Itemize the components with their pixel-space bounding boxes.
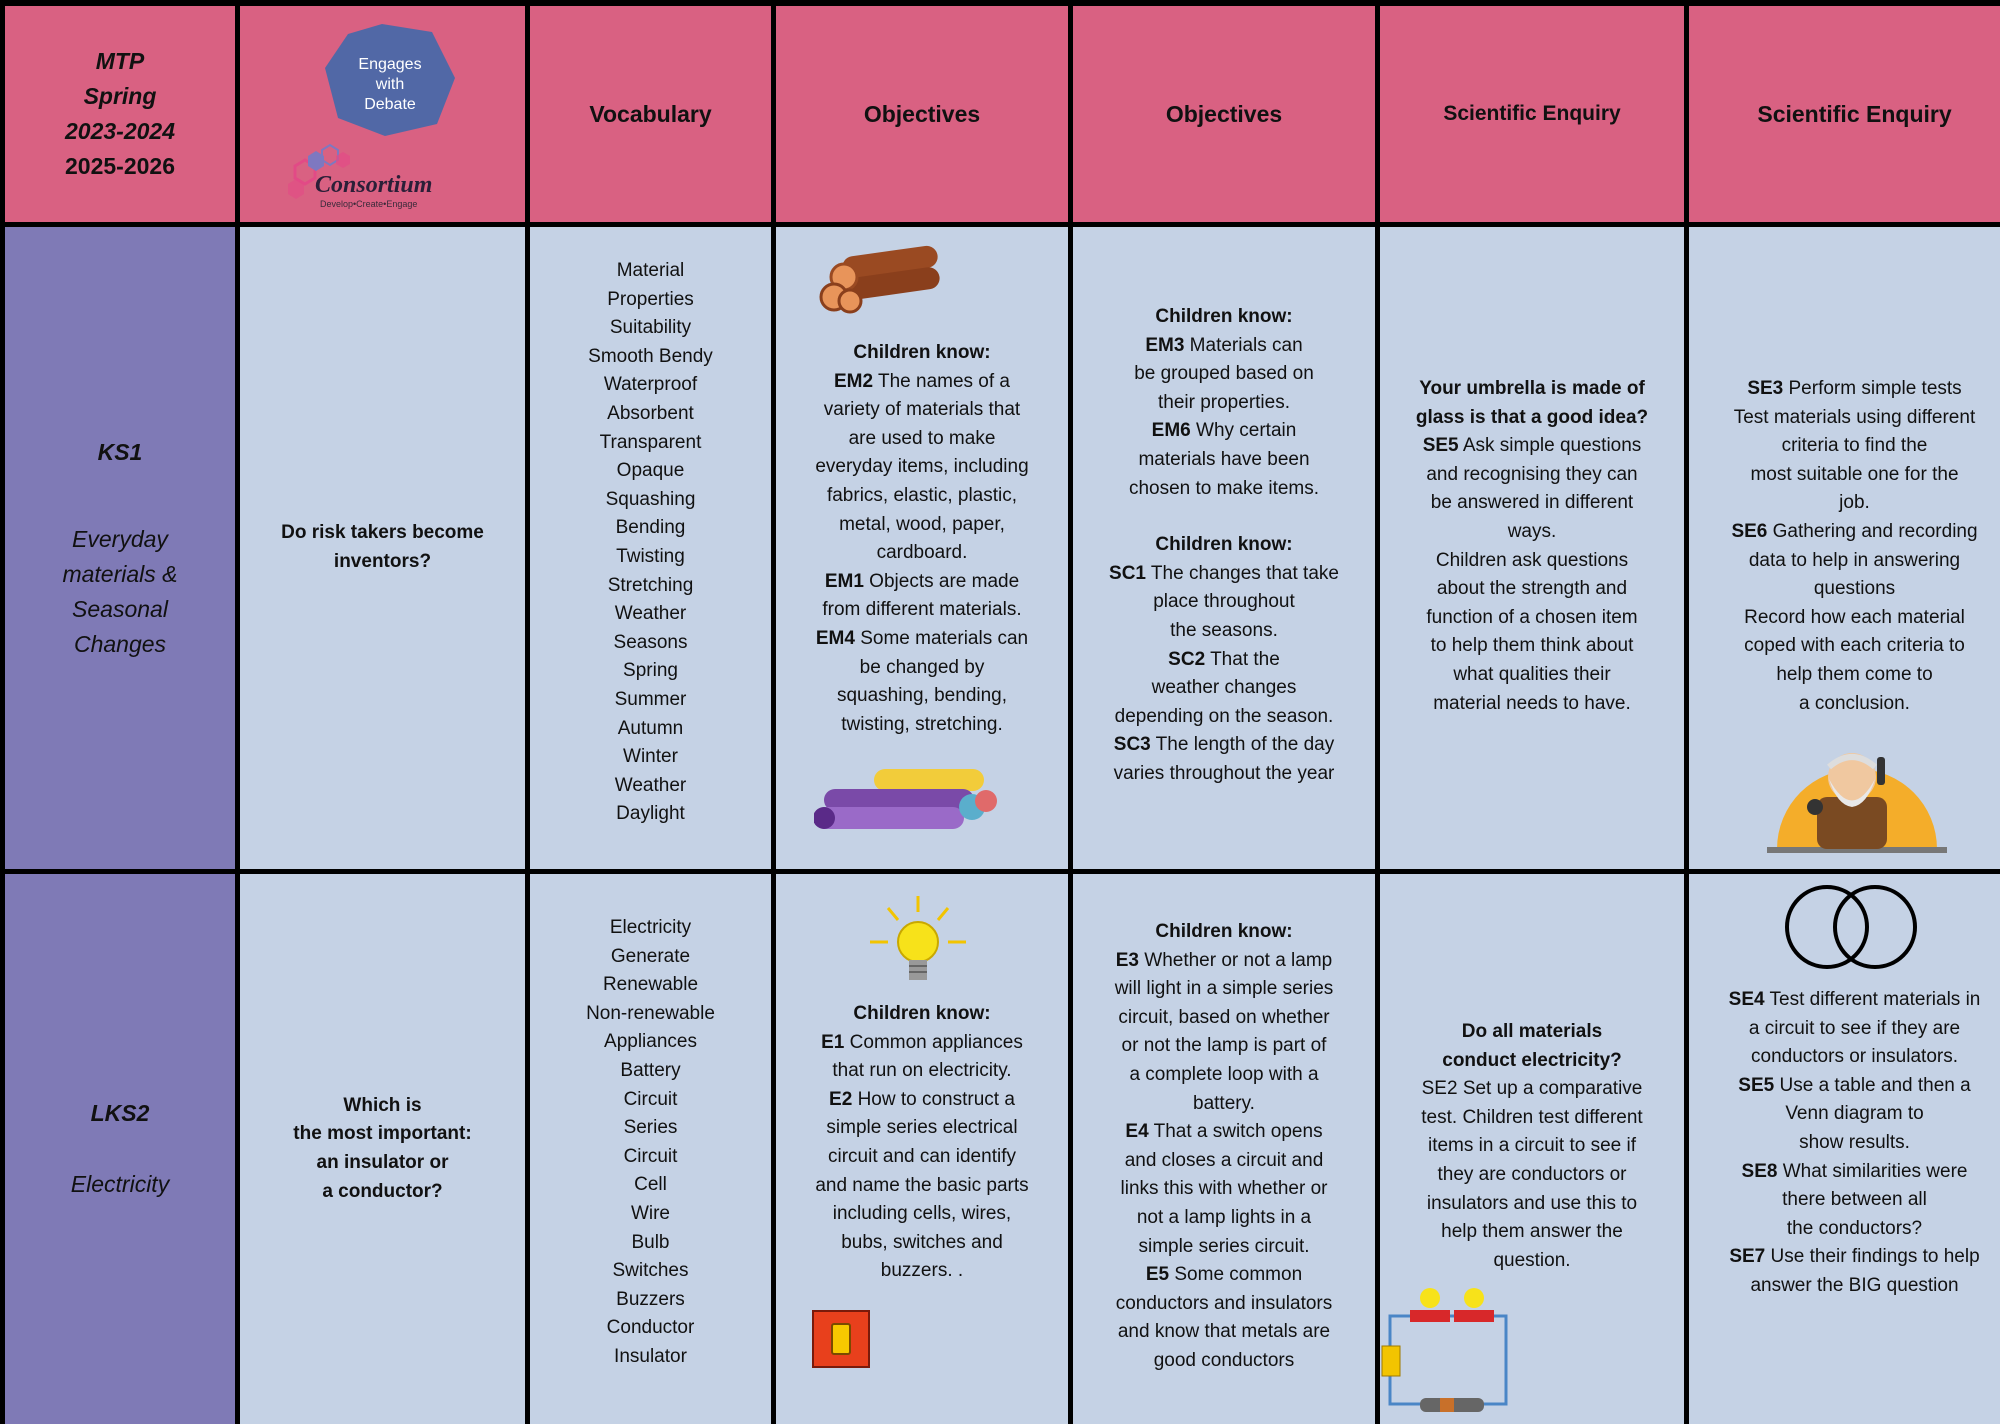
objective-code: SC1	[1109, 562, 1146, 584]
vocabulary-word: Series	[623, 1117, 678, 1139]
question-line: Do risk takers become	[281, 522, 484, 544]
objective-code: EM3	[1145, 334, 1185, 356]
logo-brand: Consortium	[315, 172, 433, 198]
vocabulary-word: Circuit	[623, 1088, 678, 1110]
enquiry-list	[1729, 986, 1981, 1301]
ks1-stage-cell	[5, 227, 235, 869]
objective-code: SE7	[1729, 1246, 1766, 1268]
objective-code: E1	[821, 1031, 845, 1053]
objective-code: EM6	[1151, 420, 1191, 442]
term-label: Spring	[83, 83, 157, 109]
vocabulary-word: Autumn	[617, 717, 684, 739]
objective-code: E4	[1125, 1121, 1149, 1143]
header-title: Scientific Enquiry	[1443, 102, 1621, 125]
stage-label: LKS2	[90, 1100, 150, 1126]
objective-heading: Children know:	[1155, 534, 1293, 556]
objective-line: materials have been	[1138, 448, 1310, 470]
ks1-scientific-enquiry-1	[1380, 227, 1684, 869]
objective-line: are used to make	[848, 427, 996, 449]
stage-label: KS1	[97, 438, 143, 465]
objective-line: SE5 Ask simple questions	[1422, 435, 1642, 457]
enquiry-list	[1731, 375, 1977, 718]
question-line: Which is	[343, 1094, 422, 1116]
vocabulary-word: Winter	[623, 746, 678, 768]
vocabulary-word: Daylight	[616, 803, 685, 825]
objective-line: to help them think about	[1430, 635, 1634, 657]
objective-line: help them come to	[1776, 663, 1933, 685]
objective-line: SE6 Gathering and recording	[1731, 520, 1978, 542]
objective-line: SE7 Use their findings to help	[1729, 1246, 1980, 1268]
objective-line: Venn diagram to	[1785, 1103, 1924, 1125]
objective-line: E1 Common appliances	[821, 1031, 1023, 1053]
header-title: Objectives	[863, 100, 981, 127]
objective-line: be grouped based on	[1134, 363, 1314, 385]
objective-line: questions	[1813, 578, 1896, 600]
objective-line: depending on the season.	[1114, 705, 1334, 727]
objective-line: a conclusion.	[1799, 692, 1910, 714]
vocabulary-word: Material	[616, 260, 685, 281]
objective-line: links this with whether or	[1120, 1178, 1328, 1200]
enquiry-question: Your umbrella is made of	[1419, 378, 1645, 399]
objective-line: conductors or insulators.	[1751, 1046, 1958, 1068]
lks2-scientific-enquiry-2	[1689, 874, 2000, 1424]
vocabulary-word: Conductor	[606, 1317, 695, 1339]
inventor-icon	[1767, 727, 1947, 857]
objective-line: chosen to make items.	[1128, 477, 1320, 499]
objective-line: or not the lamp is part of	[1121, 1035, 1327, 1057]
objective-line: Children ask questions	[1435, 549, 1629, 571]
header-title: Vocabulary	[589, 100, 712, 127]
objective-line: fabrics, elastic, plastic,	[826, 484, 1018, 506]
objective-line: EM4 Some materials can	[815, 627, 1029, 649]
objective-code: EM4	[815, 627, 855, 649]
logo-text-2: with	[375, 76, 405, 93]
vocabulary-word: Cell	[634, 1174, 667, 1196]
ks1-scientific-enquiry-2	[1689, 227, 2000, 869]
enquiry-line: SE2 Set up a comparative	[1421, 1078, 1643, 1100]
objective-line: EM6 Why certain	[1151, 420, 1297, 442]
vocabulary-word: Battery	[620, 1059, 681, 1081]
objective-line: data to help in answering	[1748, 549, 1961, 571]
objective-line: Record how each material	[1744, 606, 1965, 628]
objective-line: not a lamp lights in a	[1136, 1206, 1312, 1228]
vocabulary-word: Opaque	[616, 460, 685, 482]
objective-line: simple series circuit.	[1138, 1235, 1310, 1257]
objective-line: be changed by	[859, 656, 985, 678]
vocabulary-word: Absorbent	[607, 402, 694, 424]
vocabulary-word: Renewable	[602, 974, 699, 996]
objective-line: SE5 Use a table and then a	[1738, 1074, 1971, 1096]
switch-icon	[812, 1310, 870, 1368]
venn-diagram-icon	[1781, 882, 1921, 972]
objective-line: and recognising they can	[1426, 463, 1638, 485]
vocabulary-word: Suitability	[609, 317, 692, 339]
topic-line: Changes	[73, 630, 167, 657]
objective-line: E5 Some common	[1145, 1264, 1303, 1286]
vocabulary-word: Wire	[630, 1202, 671, 1224]
lks2-scientific-enquiry-1	[1380, 874, 1684, 1424]
objective-line: the seasons.	[1170, 619, 1278, 641]
objective-line: be answered in different	[1430, 492, 1634, 514]
fabric-rolls-icon	[814, 767, 1014, 837]
ks1-vocabulary	[530, 227, 771, 869]
objective-line: E3 Whether or not a lamp	[1115, 949, 1333, 971]
header-title: Objectives	[1165, 100, 1283, 127]
ks1-objectives-1	[776, 227, 1068, 869]
objective-line: what qualities their	[1453, 663, 1611, 685]
vocabulary-word: Properties	[607, 288, 694, 310]
ks1-big-question	[240, 227, 525, 869]
topic-line: Seasonal	[72, 595, 168, 622]
objective-line: ways.	[1507, 520, 1557, 542]
objective-line: show results.	[1799, 1131, 1910, 1153]
enquiry-line: they are conductors or	[1437, 1163, 1627, 1185]
logo-text-3: Debate	[364, 96, 416, 113]
objective-line: EM1 Objects are made	[824, 570, 1020, 592]
objective-line: metal, wood, paper,	[839, 513, 1005, 535]
objective-code: EM1	[824, 570, 864, 592]
enquiry-question: glass is that a good idea?	[1415, 406, 1649, 428]
question-line: the most important:	[293, 1123, 472, 1145]
ks1-objectives-2	[1073, 227, 1375, 869]
enquiry-question: conduct electricity?	[1442, 1049, 1622, 1071]
objective-line: SE4 Test different materials in	[1728, 989, 1981, 1010]
objective-line: function of a chosen item	[1426, 606, 1638, 628]
year-label-2: 2025-2026	[65, 153, 175, 179]
objective-line: varies throughout the year	[1113, 762, 1335, 784]
vocabulary-word: Smooth Bendy	[588, 345, 713, 367]
header-scientific-enquiry-1	[1380, 6, 1684, 222]
vocabulary-word: Bulb	[631, 1231, 670, 1253]
objective-code: E3	[1115, 949, 1139, 971]
header-objectives-2	[1073, 6, 1375, 222]
header-vocabulary	[530, 6, 771, 222]
enquiry-list	[1416, 375, 1648, 718]
vocabulary-word: Bending	[615, 517, 686, 539]
logs-icon	[814, 243, 948, 317]
objective-line: and name the basic parts	[815, 1174, 1029, 1196]
logo-tagline: Develop•Create•Engage	[320, 199, 418, 209]
year-label: 2023-2024	[65, 118, 175, 144]
vocabulary-word: Generate	[610, 945, 691, 967]
objective-line: that run on electricity.	[832, 1060, 1012, 1082]
vocabulary-word: Squashing	[605, 488, 696, 510]
objective-code: EM2	[833, 370, 874, 392]
objective-code: E5	[1145, 1264, 1170, 1286]
objective-code: SE3	[1747, 378, 1784, 399]
circuit-icon	[1380, 1274, 1520, 1414]
mtp-label: MTP	[95, 48, 145, 74]
objective-code: E2	[829, 1088, 853, 1110]
header-objectives-1	[776, 6, 1068, 222]
vocabulary-word: Spring	[623, 660, 678, 682]
objective-line: including cells, wires,	[832, 1203, 1012, 1225]
objective-line: answer the BIG question	[1750, 1274, 1959, 1296]
objective-line: twisting, stretching.	[841, 713, 1003, 735]
vocabulary-list	[588, 257, 713, 829]
objective-line: SE8 What similarities were	[1741, 1160, 1968, 1182]
vocabulary-word: Summer	[614, 688, 687, 710]
objective-line: variety of materials that	[823, 399, 1021, 421]
objective-heading: Children know:	[1155, 921, 1293, 942]
vocabulary-word: Weather	[614, 603, 687, 625]
objective-line: coped with each criteria to	[1744, 635, 1965, 657]
objective-code: SE4	[1728, 989, 1765, 1010]
objective-line: and know that metals are	[1117, 1321, 1331, 1343]
vocabulary-word: Circuit	[623, 1145, 678, 1167]
lks2-vocabulary	[530, 874, 771, 1424]
objective-line: from different materials.	[822, 599, 1022, 621]
objective-line: SC2 That the	[1168, 648, 1280, 670]
vocabulary-word: Seasons	[613, 631, 688, 653]
objective-line: criteria to find the	[1781, 435, 1928, 457]
objective-line: battery.	[1193, 1092, 1255, 1114]
objective-line: conductors and insulators	[1115, 1292, 1333, 1314]
objective-line: their properties.	[1157, 391, 1290, 413]
vocabulary-list	[586, 914, 715, 1372]
objective-code: SE5	[1738, 1074, 1775, 1096]
objective-line: simple series electrical	[826, 1117, 1018, 1139]
vocabulary-word: Insulator	[614, 1345, 687, 1367]
enquiry-list	[1421, 1018, 1642, 1275]
objective-line: will light in a simple series	[1114, 978, 1334, 1000]
objective-line: EM3 Materials can	[1145, 334, 1303, 356]
objective-code: SC3	[1113, 734, 1151, 756]
topic-line: materials &	[62, 560, 178, 587]
objective-line: good conductors	[1153, 1349, 1295, 1371]
topic-line: Electricity	[70, 1171, 170, 1197]
objective-line: buzzers. .	[880, 1260, 964, 1282]
objective-code: SE5	[1422, 435, 1459, 457]
vocabulary-word: Weather	[614, 774, 687, 796]
vocabulary-word: Switches	[612, 1260, 689, 1282]
mtp-header-cell	[5, 6, 235, 222]
objective-line: job.	[1839, 492, 1870, 514]
objective-code: SE6	[1731, 520, 1768, 542]
objective-line: squashing, bending,	[836, 685, 1008, 707]
vocabulary-word: Stretching	[607, 574, 694, 596]
objective-line: E2 How to construct a	[829, 1088, 1015, 1110]
header-title: Scientific Enquiry	[1757, 100, 1952, 127]
vocabulary-word: Electricity	[609, 917, 692, 938]
logo-text-1: Engages	[358, 56, 422, 73]
lks2-stage-cell	[5, 874, 235, 1424]
enquiry-line: items in a circuit to see if	[1427, 1135, 1637, 1157]
question-line: a conductor?	[322, 1180, 443, 1202]
logo-cell	[240, 6, 525, 222]
vocabulary-word: Buzzers	[616, 1288, 685, 1310]
enquiry-line: question.	[1493, 1249, 1571, 1271]
enquiry-line: help them answer the	[1441, 1221, 1623, 1243]
vocabulary-word: Non-renewable	[586, 1002, 715, 1024]
objective-line: SE3 Perform simple tests	[1747, 378, 1962, 399]
question-line: inventors?	[333, 551, 432, 572]
objective-line: the conductors?	[1786, 1217, 1923, 1239]
objective-line: and closes a circuit and	[1124, 1149, 1324, 1171]
objective-line: SC1 The changes that take	[1109, 562, 1339, 584]
enquiry-line: insulators and use this to	[1426, 1192, 1638, 1214]
objective-heading: Children know:	[853, 342, 991, 363]
topic-line: Everyday	[72, 525, 168, 552]
vocabulary-word: Waterproof	[603, 374, 698, 396]
objective-line: cardboard.	[876, 542, 968, 564]
objective-line: place throughout	[1153, 591, 1295, 613]
objective-heading: Children know:	[853, 1003, 991, 1024]
vocabulary-word: Transparent	[599, 431, 702, 453]
objective-line: there between all	[1782, 1189, 1927, 1211]
objective-line: circuit and can identify	[827, 1145, 1016, 1167]
objective-line: circuit, based on whether	[1118, 1006, 1330, 1028]
objective-line: most suitable one for the	[1750, 463, 1959, 485]
objective-line: material needs to have.	[1433, 692, 1631, 714]
objective-line: E4 That a switch opens	[1125, 1121, 1323, 1143]
objective-line: about the strength and	[1436, 578, 1628, 600]
objective-line: bubs, switches and	[841, 1231, 1003, 1253]
objectives-list	[815, 339, 1028, 739]
objectives-list	[1109, 303, 1339, 789]
consortium-logo	[240, 6, 525, 222]
objective-line: everyday items, including	[815, 456, 1029, 478]
light-bulb-icon	[868, 894, 968, 994]
objective-code: SE8	[1741, 1160, 1778, 1182]
objectives-list	[1115, 918, 1334, 1376]
enquiry-question: Do all materials	[1461, 1021, 1603, 1042]
objective-line: Test materials using different	[1733, 406, 1976, 428]
lks2-objectives-2	[1073, 874, 1375, 1424]
objective-heading: Children know:	[1155, 306, 1293, 327]
lks2-objectives-1	[776, 874, 1068, 1424]
objective-line: EM2 The names of a	[833, 370, 1010, 392]
objective-line: a complete loop with a	[1129, 1063, 1319, 1085]
objective-line: SC3 The length of the day	[1113, 734, 1335, 756]
objective-line: a circuit to see if they are	[1748, 1017, 1961, 1039]
lks2-big-question	[240, 874, 525, 1424]
enquiry-line: test. Children test different	[1421, 1106, 1643, 1128]
question-line: an insulator or	[316, 1152, 449, 1173]
objective-line: weather changes	[1151, 677, 1297, 699]
objectives-list	[815, 1000, 1028, 1286]
vocabulary-word: Appliances	[604, 1031, 697, 1053]
vocabulary-word: Twisting	[616, 545, 685, 567]
header-scientific-enquiry-2	[1689, 6, 2000, 222]
objective-code: SC2	[1168, 648, 1206, 670]
